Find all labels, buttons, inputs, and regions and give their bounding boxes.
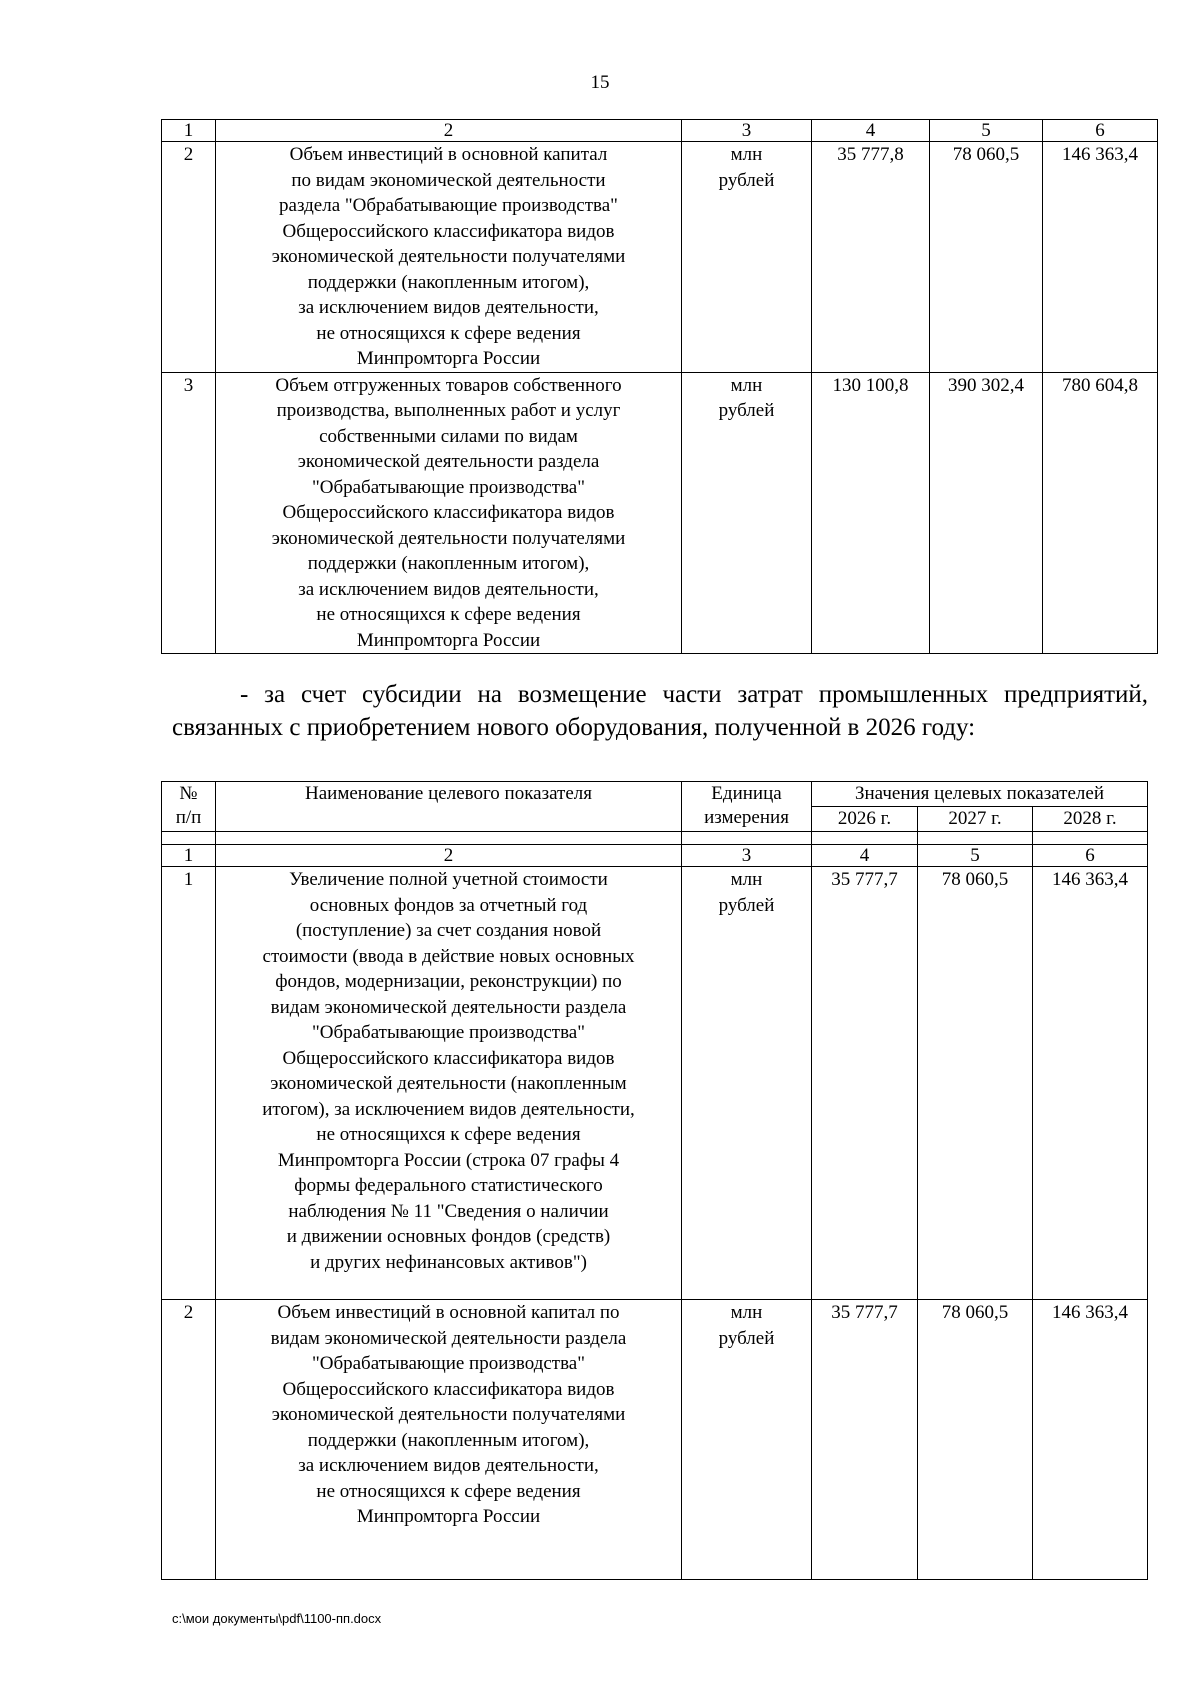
header-row-number xyxy=(162,782,216,832)
value-cell: 35 777,7 xyxy=(812,867,918,1300)
value-cell: 780 604,8 xyxy=(1043,372,1158,654)
value-cell: 35 777,8 xyxy=(812,142,930,373)
indicator-name: Увеличение полной учетной стоимости основных фондов за отчетный год (поступление) за счет создания новой стоимости (ввода в действие новых основных фондов, модернизации, реконструкции) по видам экономической деятельности раздела "Обрабатывающие производства" Общероссийского классификатора видов экономической деятельности (накопленным итогом), за исключением видов деятельности, не относящихся к сфере ведения Минпромторга России (строка 07 графы 4 формы федерального статистического наблюдения № 11 "Сведения о наличии и движении основных фондов (средств) и других нефинансовых активов") xyxy=(216,867,682,1300)
indicator-table xyxy=(161,781,1148,1580)
column-number: 6 xyxy=(1043,120,1158,142)
table-header-row xyxy=(162,782,1148,807)
file-path-footer: c:\мои документы\pdf\1100-пп.docx xyxy=(172,1611,382,1626)
column-number: 1 xyxy=(162,120,216,142)
page-number: 15 xyxy=(590,72,610,93)
indicator-table-continued xyxy=(161,119,1158,654)
column-number: 2 xyxy=(216,845,682,867)
header-num-line2: п/п xyxy=(175,807,202,828)
column-number: 1 xyxy=(162,845,216,867)
unit-of-measure: млн рублей xyxy=(682,1300,812,1580)
unit-of-measure: млн рублей xyxy=(682,142,812,373)
header-year: 2028 г. xyxy=(1033,807,1148,832)
table-row xyxy=(162,867,1148,1300)
indicator-name: Объем отгруженных товаров собственного производства, выполненных работ и услуг собственными силами по видам экономической деятельности раздела "Обрабатывающие производства" Общероссийского классификатора видов экономической деятельности получателями поддержки (накопленным итогом), за исключением видов деятельности, не относящихся к сфере ведения Минпромторга России xyxy=(216,372,682,654)
row-number: 1 xyxy=(162,867,216,1300)
column-number: 5 xyxy=(930,120,1043,142)
value-cell: 146 363,4 xyxy=(1043,142,1158,373)
value-cell: 78 060,5 xyxy=(918,1300,1033,1580)
column-number: 3 xyxy=(682,845,812,867)
column-number: 6 xyxy=(1033,845,1148,867)
indicator-name: Объем инвестиций в основной капитал по видам экономической деятельности раздела "Обрабатывающие производства" Общероссийского классификатора видов экономической деятельности получателями поддержки (накопленным итогом), за исключением видов деятельности, не относящихся к сфере ведения Минпромторга России xyxy=(216,142,682,373)
value-cell: 390 302,4 xyxy=(930,372,1043,654)
table-row xyxy=(162,372,1158,654)
value-cell: 146 363,4 xyxy=(1033,867,1148,1300)
column-number: 5 xyxy=(918,845,1033,867)
indicator-name: Объем инвестиций в основной капитал по видам экономической деятельности раздела "Обрабатывающие производства" Общероссийского классификатора видов экономической деятельности получателями поддержки (накопленным итогом), за исключением видов деятельности, не относящихся к сфере ведения Минпромторга России xyxy=(216,1300,682,1580)
table-row xyxy=(162,142,1158,373)
header-unit-line2: измерения xyxy=(704,807,789,828)
value-cell: 130 100,8 xyxy=(812,372,930,654)
header-num-line1: № xyxy=(179,783,198,804)
subsidy-paragraph: - за счет субсидии на возмещение части затрат промышленных предприятий, связанных с приобретением нового оборудования, полученной в 2026 году: xyxy=(172,681,1148,741)
column-number-row xyxy=(162,120,1158,142)
header-unit xyxy=(682,782,812,832)
value-cell: 78 060,5 xyxy=(918,867,1033,1300)
column-number: 4 xyxy=(812,120,930,142)
row-number: 2 xyxy=(162,142,216,373)
table-row xyxy=(162,1300,1148,1580)
column-number: 2 xyxy=(216,120,682,142)
header-unit-line1: Единица xyxy=(711,783,782,804)
unit-of-measure: млн рублей xyxy=(682,372,812,654)
header-values-group: Значения целевых показателей xyxy=(812,782,1148,807)
header-indicator-name: Наименование целевого показателя xyxy=(216,782,682,832)
header-year: 2026 г. xyxy=(812,807,918,832)
value-cell: 78 060,5 xyxy=(930,142,1043,373)
row-number: 3 xyxy=(162,372,216,654)
unit-of-measure: млн рублей xyxy=(682,867,812,1300)
column-number-row xyxy=(162,845,1148,867)
header-separator xyxy=(162,832,1148,845)
row-number: 2 xyxy=(162,1300,216,1580)
value-cell: 35 777,7 xyxy=(812,1300,918,1580)
header-year: 2027 г. xyxy=(918,807,1033,832)
column-number: 3 xyxy=(682,120,812,142)
column-number: 4 xyxy=(812,845,918,867)
value-cell: 146 363,4 xyxy=(1033,1300,1148,1580)
